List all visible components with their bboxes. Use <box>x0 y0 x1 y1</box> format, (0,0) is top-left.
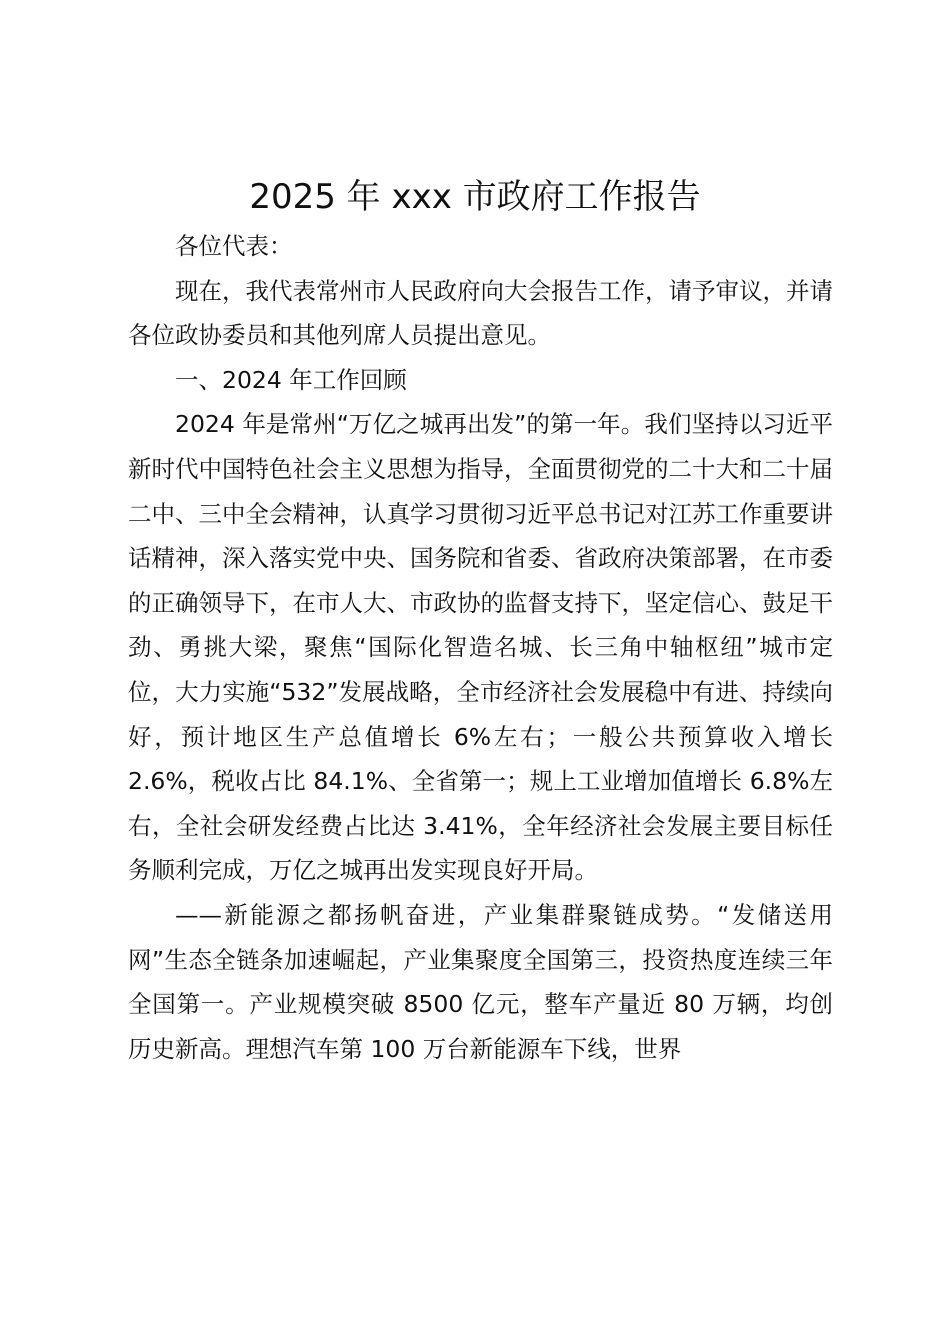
section-heading: 一、2024 年工作回顾 <box>175 365 407 394</box>
document-title: 2025 年 xxx 市政府工作报告 <box>249 177 701 217</box>
opening-paragraph: 现在，我代表常州市人民政府向大会报告工作，请予审议，并请各位政协委员和其他列席人员提出意见。 <box>128 276 833 350</box>
document-body <box>128 224 833 1071</box>
new-energy-paragraph: ——新能源之都扬帆奋进，产业集群聚链成势。“发储送用网”生态全链条加速崛起，产业集聚度全国第三，投资热度连续三年全国第一。产业规模突破 8500 亿元，整车产量近 80 万辆，均创历史新高。理想汽车第 100 万台新能源车下线，世界 <box>128 900 833 1063</box>
review-paragraph: 2024 年是常州“万亿之城再出发”的第一年。我们坚持以习近平新时代中国特色社会主义思想为指导，全面贯彻党的二十大和二十届二中、三中全会精神，认真学习贯彻习近平总书记对江苏工作重要讲话精神，深入落实党中央、国务院和省委、省政府决策部署，在市委的正确领导下，在市人大、市政协的监督支持下，坚定信心、鼓足干劲、勇挑大梁，聚焦“国际化智造名城、长三角中轴枢纽”城市定位，大力实施“532”发展战略，全市经济社会发展稳中有进、持续向好，预计地区生产总值增长 6%左右；一般公共预算收入增长 2.6%，税收占比 84.1%、全省第一；规上工业增加值增长 6.8%左右，全社会研发经费占比达 3.41%，全年经济社会发展主要目标任务顺利完成，万亿之城再出发实现良好开局。 <box>128 410 833 885</box>
salutation: 各位代表： <box>175 232 293 260</box>
